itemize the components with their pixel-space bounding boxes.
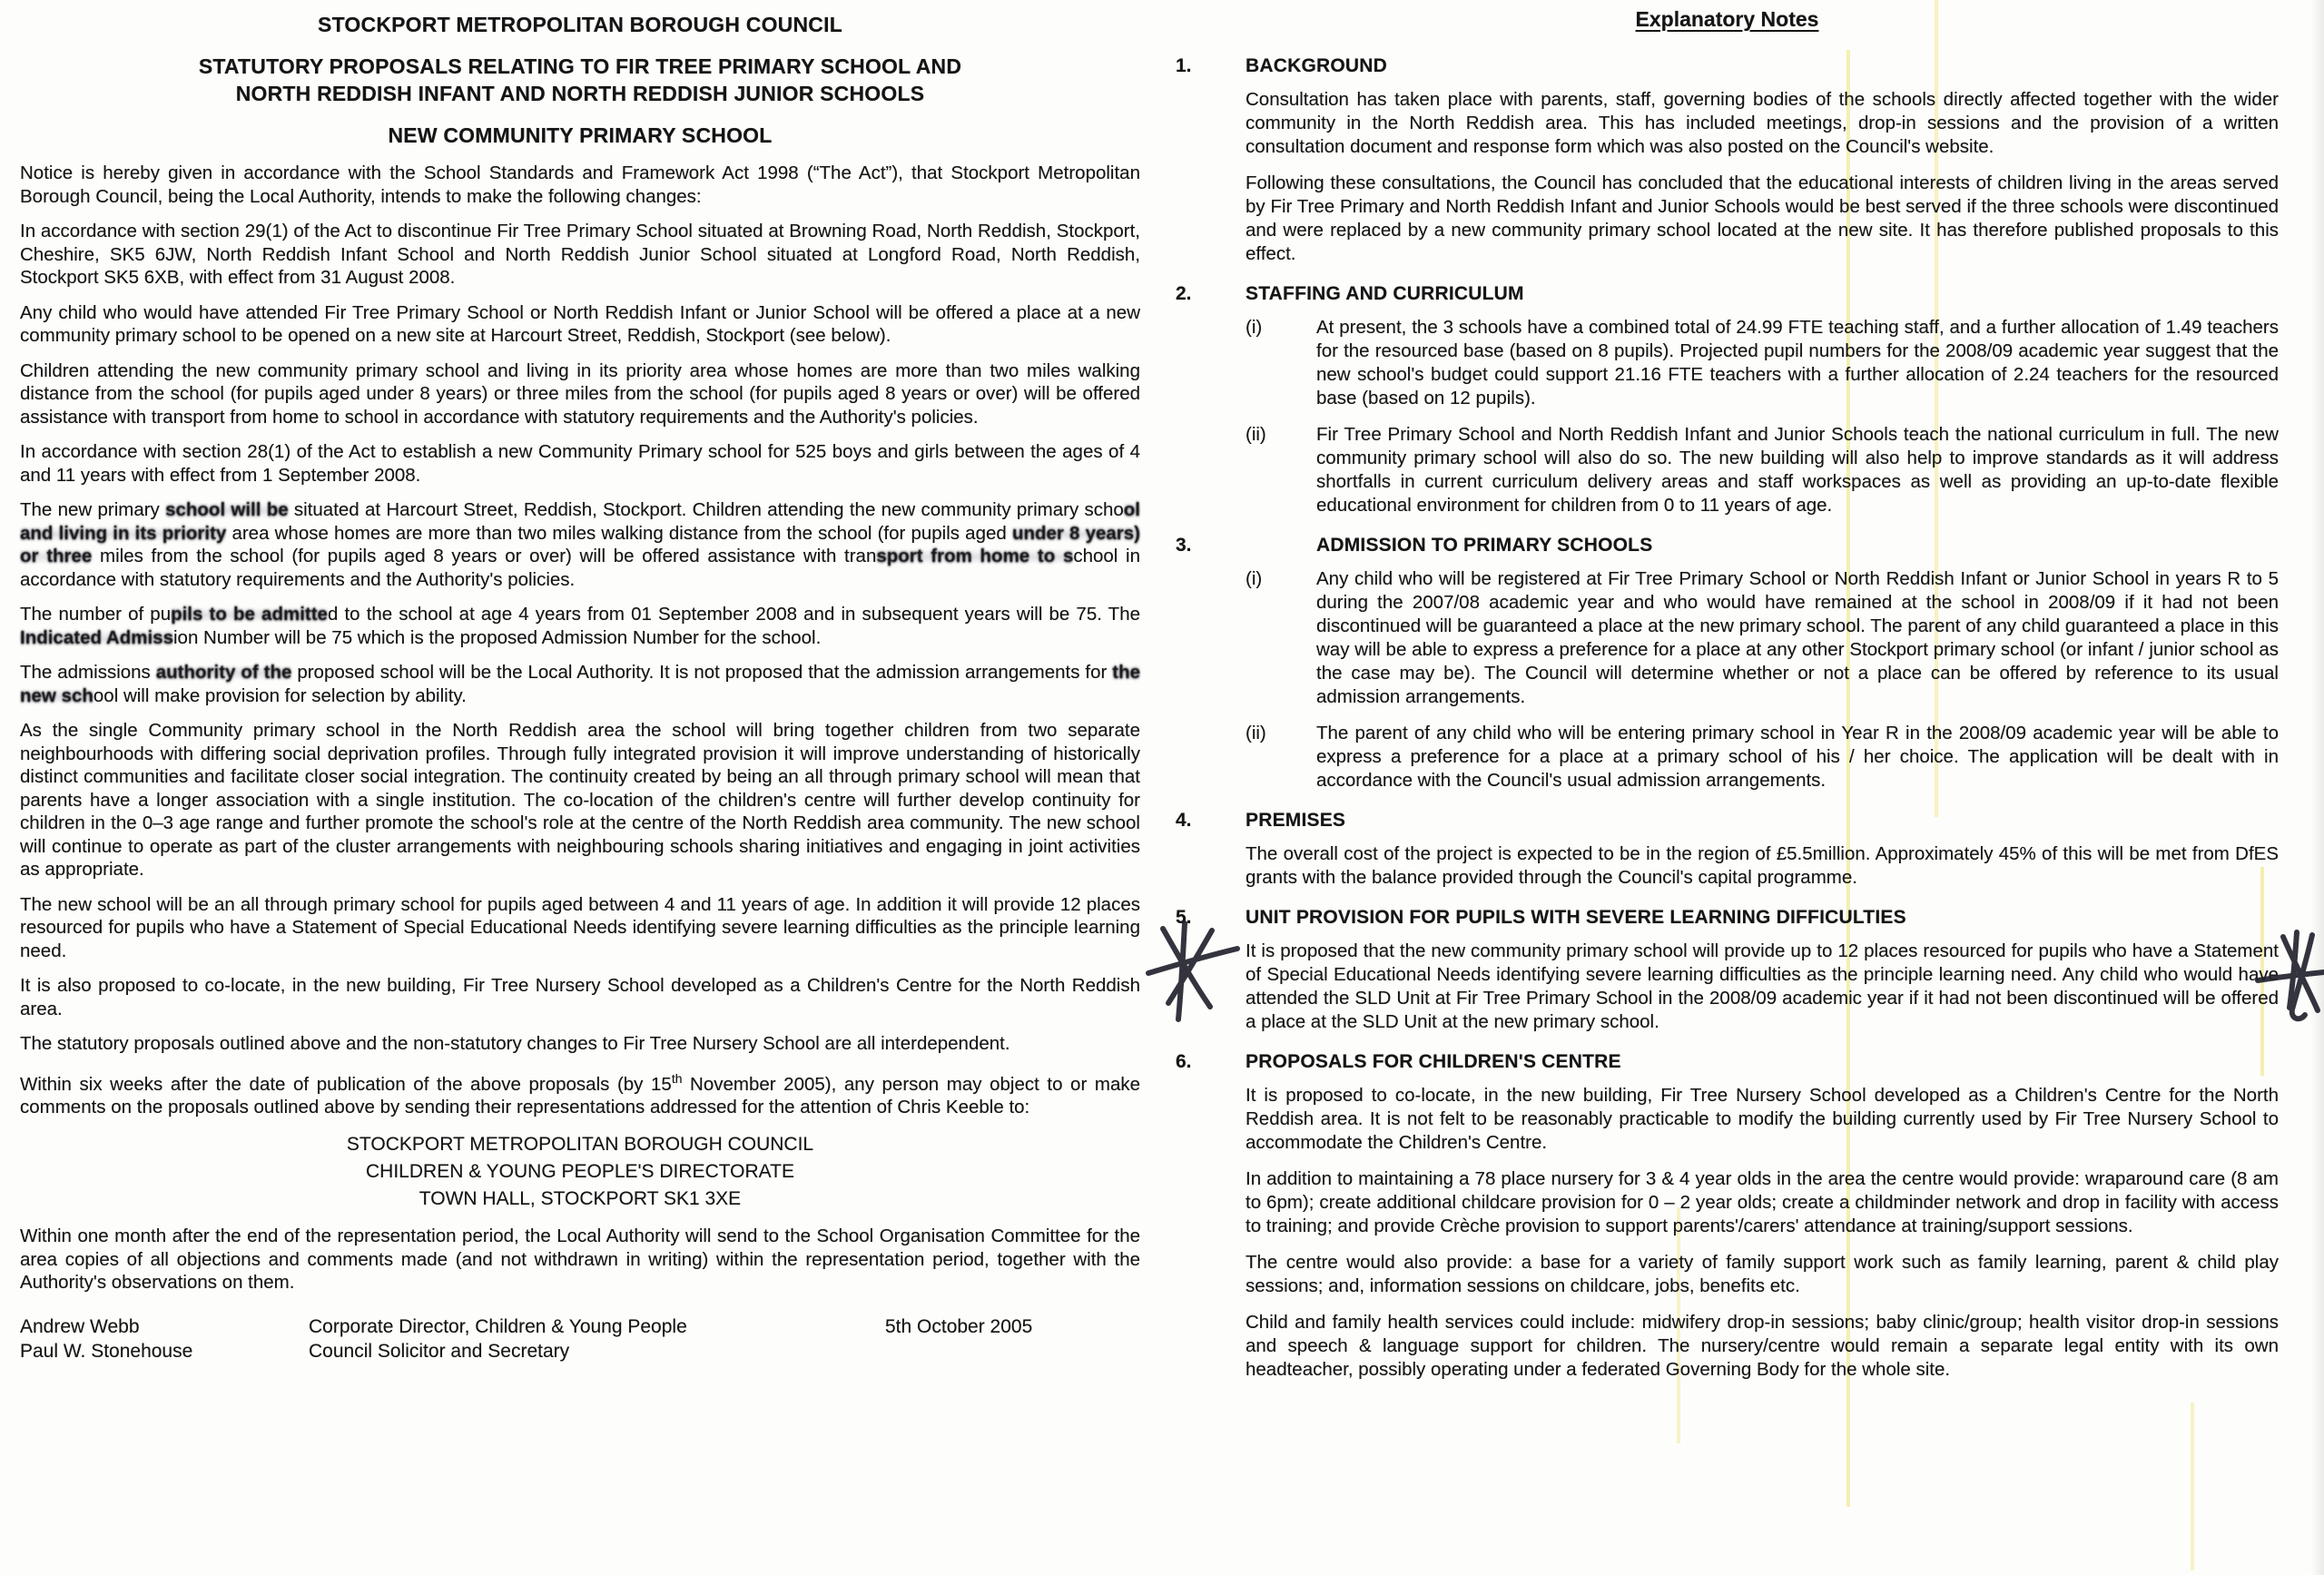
item-label: (ii)	[1246, 723, 1266, 743]
text-segment: The new primary	[20, 499, 166, 520]
paragraph-admission-number-smudged	[20, 603, 1140, 649]
left-column-statutory-notice	[20, 7, 1140, 1363]
new-school-title: NEW COMMUNITY PRIMARY SCHOOL	[388, 123, 773, 147]
item-text-year-r: The parent of any child who will be entering primary school in Year R in the 2008/09 academic year will be able to express a preference for a place at a primary school of his / her choice. The application will be dealt with in accordance with the Council's usual admission arrangements.	[1316, 723, 2279, 791]
address-line-town-hall: TOWN HALL, STOCKPORT SK1 3XE	[419, 1188, 742, 1210]
smudged-text: school will be	[165, 499, 289, 520]
paragraph-co-locate: It is proposed to co-locate, in the new building, Fir Tree Nursery School developed as a Children's Centre for the North Reddish area. It is not felt to be reasonably practicable to modify the building currently used by Fir Tree Nursery School to accommodate the Children's Centre.	[1246, 1085, 2279, 1153]
list-item-ii	[1246, 423, 2279, 517]
section-number: 3.	[1176, 535, 1192, 556]
signatory-name: Paul W. Stonehouse	[20, 1340, 193, 1362]
signatory-role: Council Solicitor and Secretary	[309, 1340, 570, 1362]
paragraph-new-primary-smudged	[20, 498, 1140, 591]
superscript-th: th	[671, 1070, 683, 1086]
postal-address-block	[20, 1131, 1140, 1213]
smudged-text: ol and living in its priority	[20, 499, 1140, 544]
section-heading: STAFFING AND CURRICULUM	[1246, 283, 1524, 304]
item-text-staffing: At present, the 3 schools have a combined total of 24.99 FTE teaching staff, and a further allocation of 1.49 teachers for the resourced base (based on 8 pupils). Projected pupil numbers for the 2008/09 academic year suggest that the new school's budget could support 21.16 FTE teachers with a further allocation of 2.24 teachers for the resourced base (based on 12 pupils).	[1316, 317, 2279, 409]
text-segment: The admissions	[20, 662, 156, 683]
signatory-name: Andrew Webb	[20, 1315, 140, 1337]
paragraph-consultation: Consultation has taken place with parents, staff, governing bodies of the schools directly affected together with the wider community in the North Reddish area. This has included meetings, drop-in sessions and the provision of a written consultation document and response form which was also posted on the Council's website.	[1246, 89, 2279, 157]
paragraph-representations	[20, 1068, 1140, 1119]
address-line-council: STOCKPORT METROPOLITAN BOROUGH COUNCIL	[346, 1134, 814, 1156]
section-premises	[1176, 809, 2279, 890]
paragraph-admissions-authority-smudged	[20, 661, 1140, 707]
council-title: STOCKPORT METROPOLITAN BOROUGH COUNCIL	[318, 13, 842, 36]
text-segment: miles from the school (for pupils aged 8 years or over) will be offered assistance with tran	[92, 546, 877, 566]
section-content	[1246, 54, 2279, 266]
smudged-text: under 8 years) or three	[20, 522, 1140, 566]
list-item-i	[1246, 567, 2279, 709]
section-heading: PREMISES	[1246, 810, 1346, 831]
text-segment: ion Number will be 75 which is the proposed Admission Number for the school.	[172, 626, 822, 648]
smudged-text: Indicated Admiss	[20, 626, 173, 648]
proposals-title-line2: NORTH REDDISH INFANT AND NORTH REDDISH JUNIOR SCHOOLS	[235, 82, 925, 105]
smudged-text: authority of the	[155, 662, 292, 683]
section-number: 1.	[1176, 55, 1192, 76]
smudged-text: sport from home to s	[876, 546, 1074, 566]
right-column-explanatory-notes	[1176, 5, 2279, 1398]
list-item-ii	[1246, 722, 2279, 792]
text-segment: ool will make provision for selection by ability.	[93, 684, 467, 706]
item-text-guaranteed-place: Any child who will be registered at Fir Tree Primary School or North Reddish Infant or Junior School in years R to 5 during the 2007/08 academic year and who would have remained at the school in 2008/09 if it had not been discontinued will be guaranteed a place at the new primary school. The parent of any child guaranteed a place in this way will be able to express a preference for a place at any other Stockport primary school (or infant / junior school as the case may be). The Council will determine whether or not a place can be offered by reference to its usual admission arrangements.	[1316, 568, 2279, 707]
section-content	[1246, 282, 2279, 517]
section-background	[1176, 54, 2279, 266]
section-heading: BACKGROUND	[1246, 55, 1387, 76]
smudged-text: pils to be admitte	[171, 604, 328, 625]
section-heading: UNIT PROVISION FOR PUPILS WITH SEVERE LEARNING DIFFICULTIES	[1246, 907, 1906, 928]
section-number: 2.	[1176, 283, 1192, 304]
text-segment: The number of pu	[20, 604, 172, 625]
paragraph-one-month: Within one month after the end of the representation period, the Local Authority will send to the School Organisation Committee for the area copies of all objections and comments made (and not withdrawn in writing) within the representation period, together with the Authority's observations on them.	[20, 1226, 1140, 1294]
notice-body	[20, 162, 1140, 1294]
paragraph-family-support: The centre would also provide: a base for a variety of family support work such as family learning, parent & child play sessions; and, information sessions on childcare, jobs, benefits etc.	[1246, 1252, 2279, 1296]
paragraph-single-community-school: As the single Community primary school in the North Reddish area the school will bring together children from two separate neighbourhoods with differing social deprivation profiles. Through fully integrated provision it will improve understanding of historically distinct communities and facilitate closer social integration. The continuity created by being an all through primary school will mean that parents have a longer association with a single institution. The co-location of the children's centre will further develop continuity for children in the 0–3 age range and further promote the school's role at the centre of the North Reddish area community. The new school will continue to operate as part of the cluster arrangements with neighbouring schools sharing initiatives and engaging in joint activities as appropriate.	[20, 720, 1140, 880]
section-unit-provision	[1176, 906, 2279, 1034]
signature-block	[20, 1314, 1140, 1363]
paragraph-transport: Children attending the new community primary school and living in its priority area whose homes are more than two miles walking distance from the school (for pupils aged under 8 years) or three miles from the school (for pupils aged 8 years or over) will be offered assistance with transport from home to school in accordance with statutory requirements and the Authority's policies.	[20, 359, 1140, 428]
item-label: (ii)	[1246, 424, 1266, 445]
text-segment: situated at Harcourt Street, Reddish, Stockport. Children attending the new community primary scho	[288, 499, 1124, 520]
paragraph-nursery-provision: In addition to maintaining a 78 place nursery for 3 & 4 year olds in the area the centre would provide: wraparound care (8 am to 6pm); create additional childcare provision for 0 – 2 year olds; create a childminder network and drop in facility with access to training; and provide Crèche provision to support parents'/carers' attendance at training/support sessions.	[1246, 1168, 2279, 1236]
paragraph-co-locate-nursery: It is also proposed to co-locate, in the new building, Fir Tree Nursery School developed as a Children's Centre for the North Reddish area.	[20, 975, 1140, 1019]
signature-row	[20, 1339, 1140, 1363]
section-number: 6.	[1176, 1051, 1192, 1072]
signature-row	[20, 1314, 1140, 1339]
text-segment: chool in accordance with statutory requirements and the Authority's policies.	[20, 546, 1140, 590]
text-segment: d to the school at age 4 years from 01 September 2008 and in subsequent years will be 75. The	[327, 604, 1141, 625]
item-text-curriculum: Fir Tree Primary School and North Reddish Infant and Junior Schools teach the national curriculum in full. The new community primary school will also do so. The new building will also help to improve standards as it will address shortfalls in current curriculum delivery areas and staff workspaces as well as providing an up-to-date flexible educational environment for children from 0 to 11 years of age.	[1316, 424, 2279, 516]
paragraph-section-28: In accordance with section 28(1) of the Act to establish a new Community Primary school for 525 boys and girls between the ages of 4 and 11 years with effect from 1 September 2008.	[20, 441, 1140, 486]
section-childrens-centre	[1176, 1050, 2279, 1382]
signatory-role: Corporate Director, Children & Young People	[309, 1315, 687, 1337]
explanatory-notes-title-text: Explanatory Notes	[1635, 7, 1819, 31]
section-heading: PROPOSALS FOR CHILDREN'S CENTRE	[1246, 1051, 1621, 1072]
address-line-directorate: CHILDREN & YOUNG PEOPLE'S DIRECTORATE	[366, 1161, 794, 1183]
paragraph-interdependent: The statutory proposals outlined above and the non-statutory changes to Fir Tree Nursery School are all interdependent.	[20, 1033, 1010, 1054]
paragraph-health-services: Child and family health services could include: midwifery drop-in sessions; baby clinic/group; health visitor drop-in sessions and speech & language support for children. The nursery/centre would remain a separate legal entity with its own headteacher, possibly operating under a federated Governing Body for the whole site.	[1246, 1312, 2279, 1380]
paragraph-notice-given: Notice is hereby given in accordance with the School Standards and Framework Act 1998 (“The Act”), that Stockport Metropolitan Borough Council, being the Local Authority, intends to make the following changes:	[20, 162, 1140, 207]
section-content	[1246, 1050, 2279, 1382]
list-item-i	[1246, 316, 2279, 410]
section-number: 4.	[1176, 810, 1192, 831]
item-label: (i)	[1246, 568, 1263, 589]
text-segment: proposed school will be the Local Authority. It is not proposed that the admission arrangements for	[291, 662, 1113, 683]
section-admission	[1176, 534, 2279, 792]
section-number: 5.	[1176, 907, 1192, 928]
section-content	[1246, 906, 2279, 1034]
notice-date: 5th October 2005	[885, 1315, 1033, 1337]
section-heading: ADMISSION TO PRIMARY SCHOOLS	[1316, 535, 1653, 556]
text-segment: area whose homes are more than two miles walking distance from the school (for pupils aged	[226, 522, 1012, 544]
smudged-text: the new sch	[20, 662, 1140, 706]
paragraph-following-consultations: Following these consultations, the Council has concluded that the educational interests of children living in the areas served by Fir Tree Primary and North Reddish Infant and Junior Schools would be best served if the three schools were discontinued and were replaced by a new community primary school located at the new site. It has therefore published proposals to this effect.	[1246, 172, 2279, 264]
paragraph-section-29: In accordance with section 29(1) of the Act to discontinue Fir Tree Primary School situated at Browning Road, North Reddish, Stockport, Cheshire, SK5 6JW, North Reddish Infant School and North Reddish Junior School situated at Longford Road, North Reddish, Stockport SK5 6XB, with effect from 31 August 2008.	[20, 221, 1140, 288]
proposals-title-line1: STATUTORY PROPOSALS RELATING TO FIR TREE PRIMARY SCHOOL AND	[198, 54, 962, 78]
explanatory-notes-title	[1176, 5, 2279, 33]
section-content	[1246, 809, 2279, 890]
text-segment: November 2005), any person may object to or make comments on the proposals outlined above by sending their representations addressed for the attention of Chris Keeble to:	[20, 1073, 1140, 1117]
section-content	[1246, 534, 2279, 792]
text-segment: Within six weeks after the date of publication of the above proposals (by 15	[20, 1073, 672, 1095]
paragraph-any-child: Any child who would have attended Fir Tree Primary School or North Reddish Infant or Junior School will be offered a place at a new community primary school to be opened on a new site at Harcourt Street, Reddish, Stockport (see below).	[20, 301, 1140, 346]
paragraph-project-cost: The overall cost of the project is expected to be in the region of £5.5million. Approximately 45% of this will be met from DfES grants with the balance provided through the Council's capital programme.	[1246, 843, 2279, 888]
section-staffing-curriculum	[1176, 282, 2279, 517]
paragraph-sld-places: It is proposed that the new community primary school will provide up to 12 places resourced for pupils who have a Statement of Special Educational Needs identifying severe learning difficulties as the principle learning need. Any child who would have attended the SLD Unit at Fir Tree Primary School in the 2008/09 academic year if it had not been discontinued will be offered a place at the SLD Unit at the new primary school.	[1246, 940, 2279, 1032]
paragraph-all-through-school: The new school will be an all through primary school for pupils aged between 4 and 11 years of age. In addition it will provide 12 places resourced for pupils who have a Statement of Special Educational Needs identifying severe learning difficulties as the principle learning need.	[20, 893, 1140, 961]
item-label: (i)	[1246, 317, 1263, 338]
